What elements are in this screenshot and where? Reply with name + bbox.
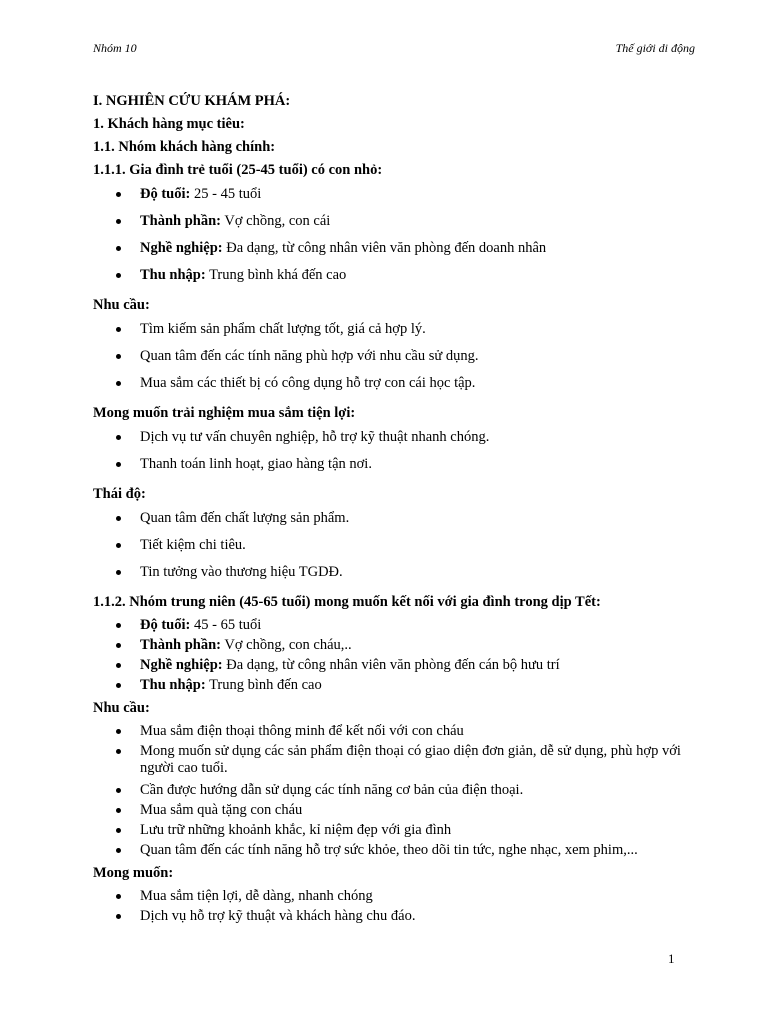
list-item: Lưu trữ những khoảnh khắc, kỉ niệm đẹp với gia đình bbox=[93, 822, 693, 842]
group2-wishes-title: Mong muốn: bbox=[93, 865, 174, 881]
document-body bbox=[93, 90, 693, 928]
group1-needs-title: Nhu cầu: bbox=[93, 297, 150, 313]
group2-title: 1.1.2. Nhóm trung niên (45-65 tuổi) mong muốn kết nối với gia đình trong dịp Tết: bbox=[93, 594, 601, 610]
list-item: Mua sắm quà tặng con cháu bbox=[93, 802, 693, 822]
list-item: Quan tâm đến các tính năng phù hợp với nhu cầu sử dụng. bbox=[93, 348, 693, 375]
profile-key: Độ tuổi: bbox=[140, 617, 191, 633]
profile-key: Thành phần: bbox=[140, 213, 222, 229]
list-item: Cần được hướng dẫn sử dụng các tính năng cơ bản của điện thoại. bbox=[93, 782, 693, 802]
list-item: Tìm kiếm sản phẩm chất lượng tốt, giá cả hợp lý. bbox=[93, 321, 693, 348]
profile-value: Vợ chồng, con cháu,.. bbox=[221, 637, 352, 653]
list-item bbox=[93, 213, 693, 240]
list-item bbox=[93, 267, 693, 294]
list-item: Dịch vụ tư vấn chuyên nghiệp, hỗ trợ kỹ thuật nhanh chóng. bbox=[93, 429, 693, 456]
profile-key: Nghề nghiệp: bbox=[140, 657, 223, 673]
profile-value: 45 - 65 tuổi bbox=[190, 617, 262, 633]
profile-value: Đa dạng, từ công nhân viên văn phòng đến doanh nhân bbox=[222, 240, 547, 256]
profile-key: Nghề nghiệp: bbox=[140, 240, 223, 256]
group2-needs-title: Nhu cầu: bbox=[93, 700, 150, 716]
list-item: Mua sắm tiện lợi, dễ dàng, nhanh chóng bbox=[93, 888, 693, 908]
list-item bbox=[93, 677, 693, 697]
section-heading: I. NGHIÊN CỨU KHÁM PHÁ: bbox=[93, 93, 291, 109]
list-item: Quan tâm đến các tính năng hỗ trợ sức khỏe, theo dõi tin tức, nghe nhạc, xem phim,... bbox=[93, 842, 693, 862]
subsubsection-heading: 1.1. Nhóm khách hàng chính: bbox=[93, 139, 276, 155]
list-item bbox=[93, 637, 693, 657]
list-item: Tin tưởng vào thương hiệu TGDĐ. bbox=[93, 564, 693, 591]
list-item: Mua sắm điện thoại thông minh để kết nối với con cháu bbox=[93, 723, 693, 743]
list-item: Mua sắm các thiết bị có công dụng hỗ trợ con cái học tập. bbox=[93, 375, 693, 402]
profile-value: Vợ chồng, con cái bbox=[221, 213, 331, 229]
group1-needs-list bbox=[93, 321, 693, 402]
list-item: Tiết kiệm chi tiêu. bbox=[93, 537, 693, 564]
profile-key: Thành phần: bbox=[140, 637, 222, 653]
group1-wishes-list bbox=[93, 429, 693, 483]
group1-attitude-title: Thái độ: bbox=[93, 486, 146, 502]
group2-wishes-list bbox=[93, 888, 693, 928]
list-item: Mong muốn sử dụng các sản phẩm điện thoại có giao diện đơn giản, dễ sử dụng, phù hợp với người cao tuổi. bbox=[93, 743, 693, 782]
group2-needs-list bbox=[93, 723, 693, 862]
group2-profile-list bbox=[93, 617, 693, 697]
list-item: Quan tâm đến chất lượng sản phẩm. bbox=[93, 510, 693, 537]
profile-value: Đa dạng, từ công nhân viên văn phòng đến cán bộ hưu trí bbox=[222, 657, 560, 673]
list-item bbox=[93, 617, 693, 637]
header-document-title: Thế giới di động bbox=[615, 41, 695, 55]
list-item: Dịch vụ hỗ trợ kỹ thuật và khách hàng chu đáo. bbox=[93, 908, 693, 928]
profile-value: Trung bình khá đến cao bbox=[205, 267, 347, 283]
list-item bbox=[93, 657, 693, 677]
list-item: Thanh toán linh hoạt, giao hàng tận nơi. bbox=[93, 456, 693, 483]
group1-title: 1.1.1. Gia đình trẻ tuổi (25-45 tuổi) có con nhỏ: bbox=[93, 162, 383, 178]
profile-value: Trung bình đến cao bbox=[205, 677, 322, 693]
header-group-name: Nhóm 10 bbox=[93, 41, 137, 55]
page-number: 1 bbox=[668, 951, 675, 966]
profile-key: Độ tuổi: bbox=[140, 186, 191, 202]
profile-key: Thu nhập: bbox=[140, 677, 206, 693]
list-item bbox=[93, 240, 693, 267]
group1-attitude-list bbox=[93, 510, 693, 591]
profile-key: Thu nhập: bbox=[140, 267, 206, 283]
profile-value: 25 - 45 tuổi bbox=[190, 186, 262, 202]
group1-wishes-title: Mong muốn trải nghiệm mua sắm tiện lợi: bbox=[93, 405, 356, 421]
subsection-heading: 1. Khách hàng mục tiêu: bbox=[93, 116, 245, 132]
group1-profile-list bbox=[93, 186, 693, 294]
list-item bbox=[93, 186, 693, 213]
